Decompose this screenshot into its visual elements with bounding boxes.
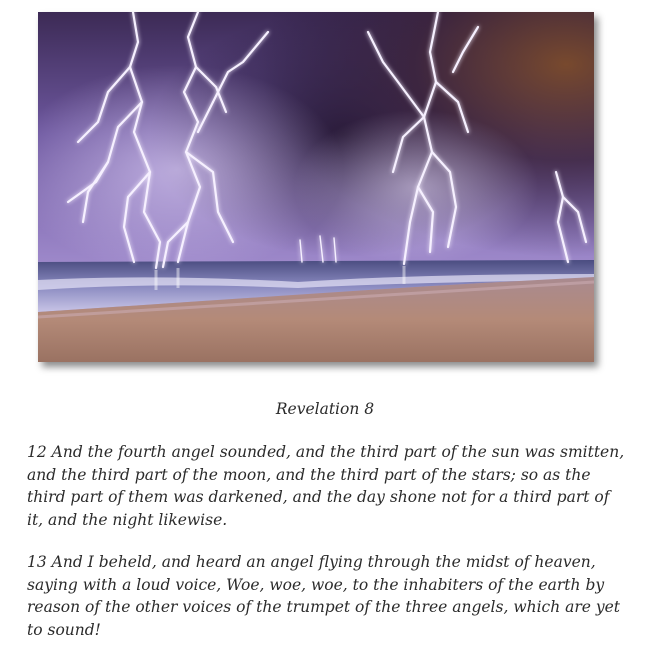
lightning-photo xyxy=(38,12,594,362)
scripture-reference: Revelation 8 xyxy=(275,400,375,418)
lightning-beach-image xyxy=(38,12,594,362)
verse-13-text: 13 And I beheld, and heard an angel flying through the midst of heaven, saying with a loud voice, Woe, woe, woe, to the inhabiters of the earth by reason of the other voices of the trumpet of the three angels, which are yet to sound! xyxy=(27,553,621,639)
verse-12-text: 12 And the fourth angel sounded, and the third part of the sun was smitten, and the third part of the moon, and the third part of the stars; so as the third part of them was darkened, and the day shone not for a third part of it, and the night likewise. xyxy=(27,443,625,529)
